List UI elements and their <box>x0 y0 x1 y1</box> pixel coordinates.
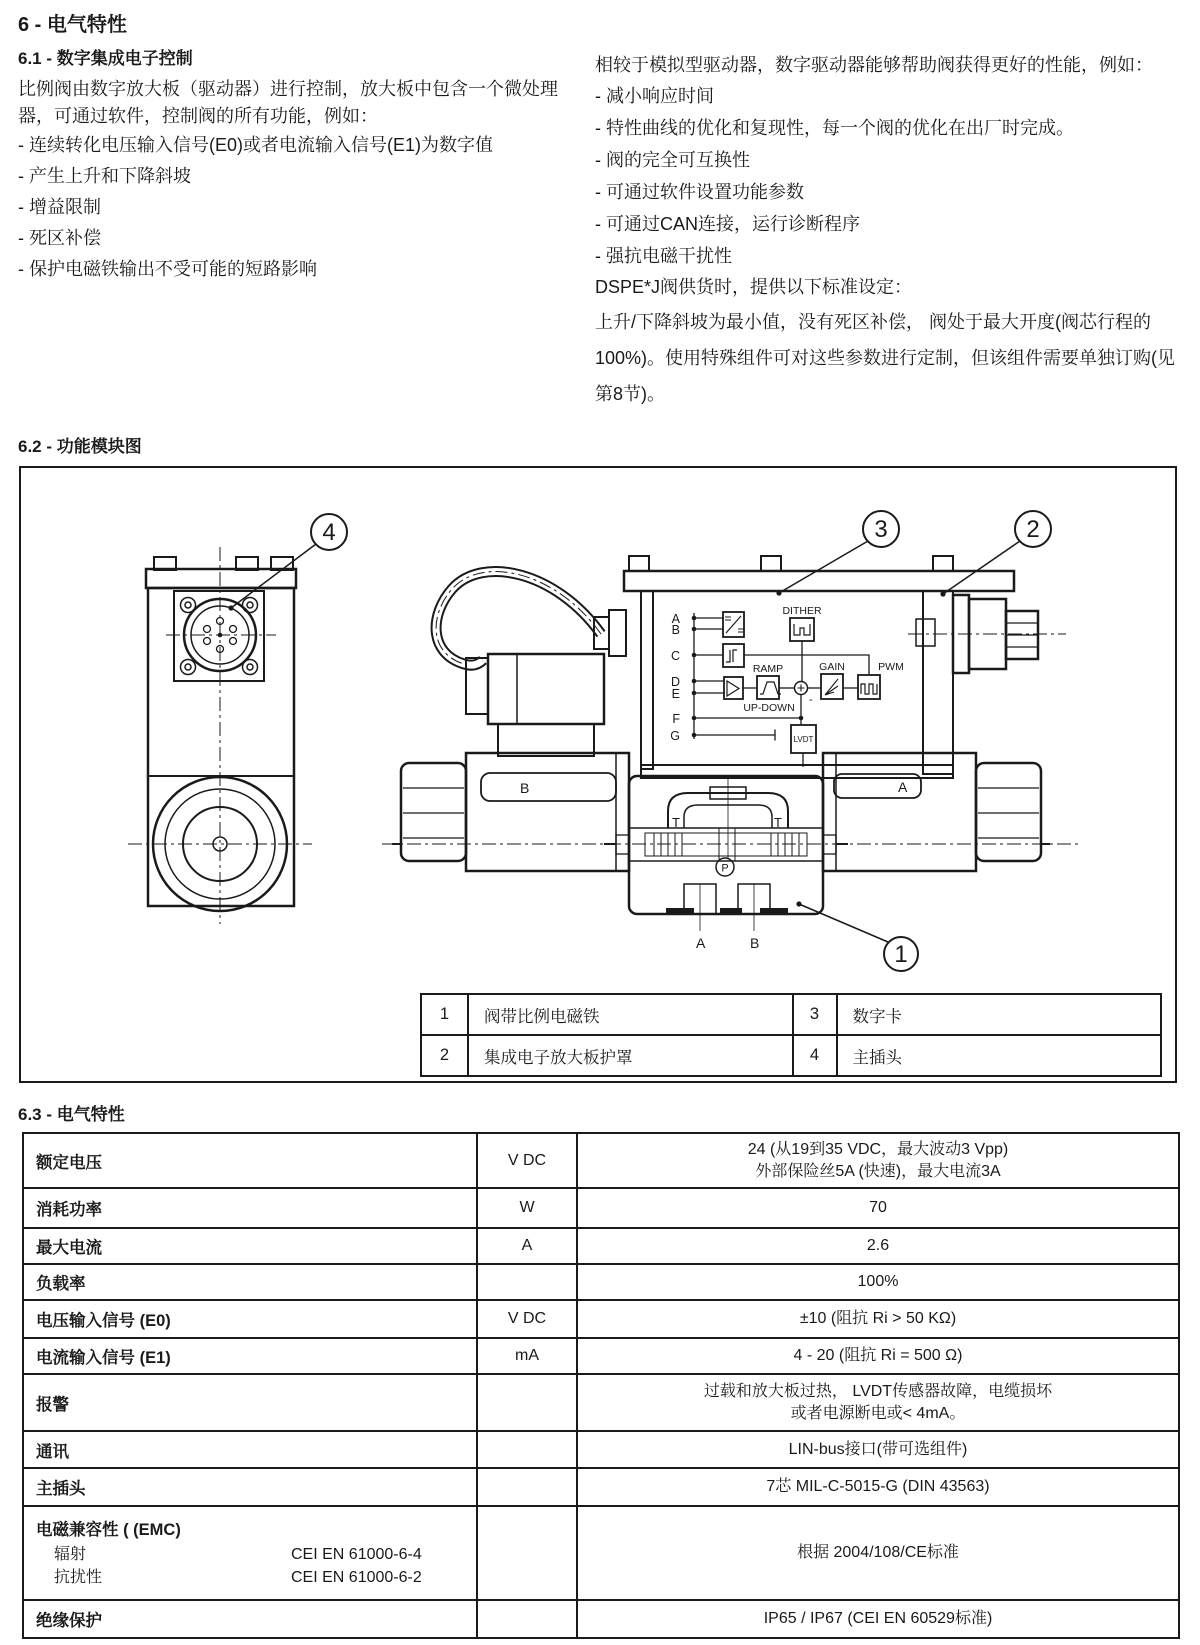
row-unit <box>477 1431 577 1468</box>
bullet: - 死区补偿 <box>18 228 101 248</box>
bullet: - 增益限制 <box>18 197 101 217</box>
left-hex-nut <box>401 763 466 861</box>
legend-no: 1 <box>421 994 468 1035</box>
row-unit <box>477 1264 577 1300</box>
up-down-label: UP-DOWN <box>743 702 795 714</box>
section-6-1-paragraph: 比例阀由数字放大板（驱动器）进行控制，放大板中包含一个微处理器，可通过软件，控制阀的所有功能，例如： <box>18 79 558 126</box>
bullets <box>595 80 1187 272</box>
row-label: 消耗功率 <box>23 1188 477 1228</box>
right-hex-nut <box>976 763 1041 861</box>
figure-legend-table <box>420 993 1162 1077</box>
bullet: - 可通过软件设置功能参数 <box>595 182 804 202</box>
dither-block <box>790 618 814 641</box>
callout-1 <box>796 901 918 971</box>
row-label: 负载率 <box>23 1264 477 1300</box>
port-p-label: P <box>721 862 729 875</box>
legend-no: 2 <box>421 1035 468 1076</box>
legend-no: 3 <box>793 994 837 1035</box>
threshold-block <box>723 644 744 667</box>
row-label <box>23 1506 477 1600</box>
emc-sub-name: 抗扰性 <box>54 1568 103 1586</box>
cable-gland <box>609 610 626 656</box>
bullet: - 产生上升和下降斜坡 <box>18 166 191 186</box>
row-label: 报警 <box>23 1374 477 1431</box>
paragraph: 相较于模拟型驱动器，数字驱动器能够帮助阀获得更好的性能，例如： <box>595 55 1153 75</box>
legend-label: 集成电子放大板护罩 <box>468 1035 793 1076</box>
paragraph: DSPE*J阀供货时，提供以下标准设定： <box>595 277 913 297</box>
emc-sub-standard: CEI EN 61000-6-2 <box>291 1568 422 1586</box>
svg-text:3: 3 <box>874 516 888 543</box>
valve-assembly <box>392 753 1050 951</box>
gain-block <box>821 674 843 699</box>
callouts <box>228 511 1051 971</box>
table-row <box>23 1300 1179 1338</box>
svg-text:4: 4 <box>322 519 336 546</box>
section-6-2-title: 6.2 - 功能模块图 <box>18 437 142 456</box>
row-label: 电压输入信号 (E0) <box>23 1300 477 1338</box>
row-unit: W <box>477 1188 577 1228</box>
row-label: 最大电流 <box>23 1228 477 1264</box>
pwm-block <box>858 675 880 699</box>
section-6-1-left <box>18 44 586 285</box>
table-row <box>23 1338 1179 1374</box>
svg-text:1: 1 <box>894 941 908 968</box>
section-6-1-bullets <box>18 130 586 285</box>
amplifier-block <box>724 677 743 699</box>
function-block-figure <box>19 466 1177 1083</box>
table-row <box>23 1264 1179 1300</box>
value-line: 24 (从19到35 VDC，最大波动3 Vpp) <box>747 1140 1009 1158</box>
value-line: 或者电源断电或< 4mA。 <box>790 1404 966 1422</box>
legend-label: 主插头 <box>837 1035 1162 1076</box>
row-value: 根据 2004/108/CE标准 <box>577 1506 1179 1600</box>
row-unit <box>477 1374 577 1431</box>
page-title: 6 - 电气特性 <box>18 14 127 36</box>
pin-c-label: C <box>670 649 680 663</box>
emc-sub-row <box>36 1543 476 1566</box>
port-b-plate-label: B <box>520 780 530 796</box>
section-6-1-right <box>595 50 1187 412</box>
table-row <box>23 1431 1179 1468</box>
gain-label: GAIN <box>819 661 845 673</box>
row-label: 绝缘保护 <box>23 1600 477 1638</box>
pin-b-label: B <box>671 623 680 637</box>
summing-junction <box>795 682 808 695</box>
minus-sign: - <box>809 694 813 706</box>
lvdt-label: LVDT <box>793 735 814 744</box>
port-a-bottom-label: A <box>696 935 706 951</box>
row-unit: mA <box>477 1338 577 1374</box>
bullet: - 连续转化电压输入信号(E0)或者电流输入信号(E1)为数字值 <box>18 135 494 155</box>
row-unit: A <box>477 1228 577 1264</box>
pin-f-label: F <box>672 712 680 726</box>
coil-connector-housing <box>488 654 604 724</box>
valve-end-view <box>146 557 296 911</box>
row-label: 电流输入信号 (E1) <box>23 1338 477 1374</box>
pin-a-label: A <box>671 612 680 626</box>
legend-no: 4 <box>793 1035 837 1076</box>
row-value: 70 <box>577 1188 1179 1228</box>
row-value <box>577 1133 1179 1188</box>
bullet: - 可通过CAN连接，运行诊断程序 <box>595 214 860 234</box>
row-value <box>577 1374 1179 1431</box>
table-row <box>23 1188 1179 1228</box>
row-unit <box>477 1600 577 1638</box>
legend-label: 阀带比例电磁铁 <box>468 994 793 1035</box>
centerlines <box>128 547 1082 924</box>
emc-sub-name: 辐射 <box>54 1545 87 1563</box>
ramp-block <box>757 676 781 699</box>
paragraph: 上升/下降斜坡为最小值，没有死区补偿， 阀处于最大开度(阀芯行程的100%)。使用特殊组件可对这些参数进行定制，但该组件需要单独订购(见第8节)。 <box>595 312 1176 404</box>
row-label: 额定电压 <box>23 1133 477 1188</box>
row-value: 2.6 <box>577 1228 1179 1264</box>
section-6-3-title: 6.3 - 电气特性 <box>18 1105 125 1124</box>
callout-3 <box>776 511 899 596</box>
row-value: ±10 (阻抗 Ri > 50 KΩ) <box>577 1300 1179 1338</box>
row-unit <box>477 1468 577 1506</box>
valve-diagram <box>20 467 1178 1084</box>
table-row-emc <box>23 1506 1179 1600</box>
bullet: - 减小响应时间 <box>595 86 714 106</box>
port-b-bottom-label: B <box>750 935 760 951</box>
row-value: 7芯 MIL-C-5015-G (DIN 43563) <box>577 1468 1179 1506</box>
left-solenoid <box>466 753 629 871</box>
table-row <box>23 1228 1179 1264</box>
pin-d-label: D <box>670 675 680 689</box>
pwm-label: PWM <box>878 661 904 673</box>
row-value: IP65 / IP67 (CEI EN 60529标准) <box>577 1600 1179 1638</box>
legend-row <box>421 1035 1161 1076</box>
table-row <box>23 1468 1179 1506</box>
valve-body <box>629 776 823 914</box>
svg-text:2: 2 <box>1026 516 1040 543</box>
emc-title: 电磁兼容性 ( (EMC) <box>36 1520 181 1539</box>
converter-block <box>723 612 744 637</box>
row-value: LIN-bus接口(带可选组件) <box>577 1431 1179 1468</box>
cover-top-plate <box>624 571 1014 591</box>
row-unit: V DC <box>477 1133 577 1188</box>
table-row <box>23 1600 1179 1638</box>
table-row <box>23 1133 1179 1188</box>
lvdt-block <box>791 725 816 753</box>
callout-2 <box>940 511 1051 597</box>
cable-assembly <box>436 572 626 756</box>
legend-label: 数字卡 <box>837 994 1162 1035</box>
ramp-label: RAMP <box>752 663 784 675</box>
legend-row <box>421 994 1161 1035</box>
row-label: 通讯 <box>23 1431 477 1468</box>
row-unit <box>477 1506 577 1600</box>
pin-e-label: E <box>671 687 680 701</box>
table-row <box>23 1374 1179 1431</box>
emc-sub-row <box>36 1566 476 1589</box>
row-label: 主插头 <box>23 1468 477 1506</box>
electrical-characteristics-table <box>22 1132 1180 1639</box>
row-value: 100% <box>577 1264 1179 1300</box>
bullet: - 特性曲线的优化和复现性，每一个阀的优化在出厂时完成。 <box>595 118 1074 138</box>
bullet: - 保护电磁铁输出不受可能的短路影响 <box>18 259 317 279</box>
port-t-right-label: T <box>774 815 782 830</box>
port-a-plate-label: A <box>898 779 908 795</box>
row-value: 4 - 20 (阻抗 Ri = 500 Ω) <box>577 1338 1179 1374</box>
port-t-left-label: T <box>672 815 680 830</box>
block-diagram <box>670 605 904 767</box>
row-unit: V DC <box>477 1300 577 1338</box>
bullet: - 强抗电磁干扰性 <box>595 246 732 266</box>
pin-g-label: G <box>670 729 680 743</box>
bullet: - 阀的完全可互换性 <box>595 150 750 170</box>
value-line: 过载和放大板过热， LVDT传感器故障，电缆损坏 <box>703 1382 1053 1400</box>
section-6-1-title: 6.1 - 数字集成电子控制 <box>18 49 193 68</box>
value-line: 外部保险丝5A (快速)，最大电流3A <box>755 1162 1001 1180</box>
dither-label: DITHER <box>782 605 822 617</box>
emc-sub-standard: CEI EN 61000-6-4 <box>291 1545 422 1563</box>
callout-4 <box>228 514 347 611</box>
